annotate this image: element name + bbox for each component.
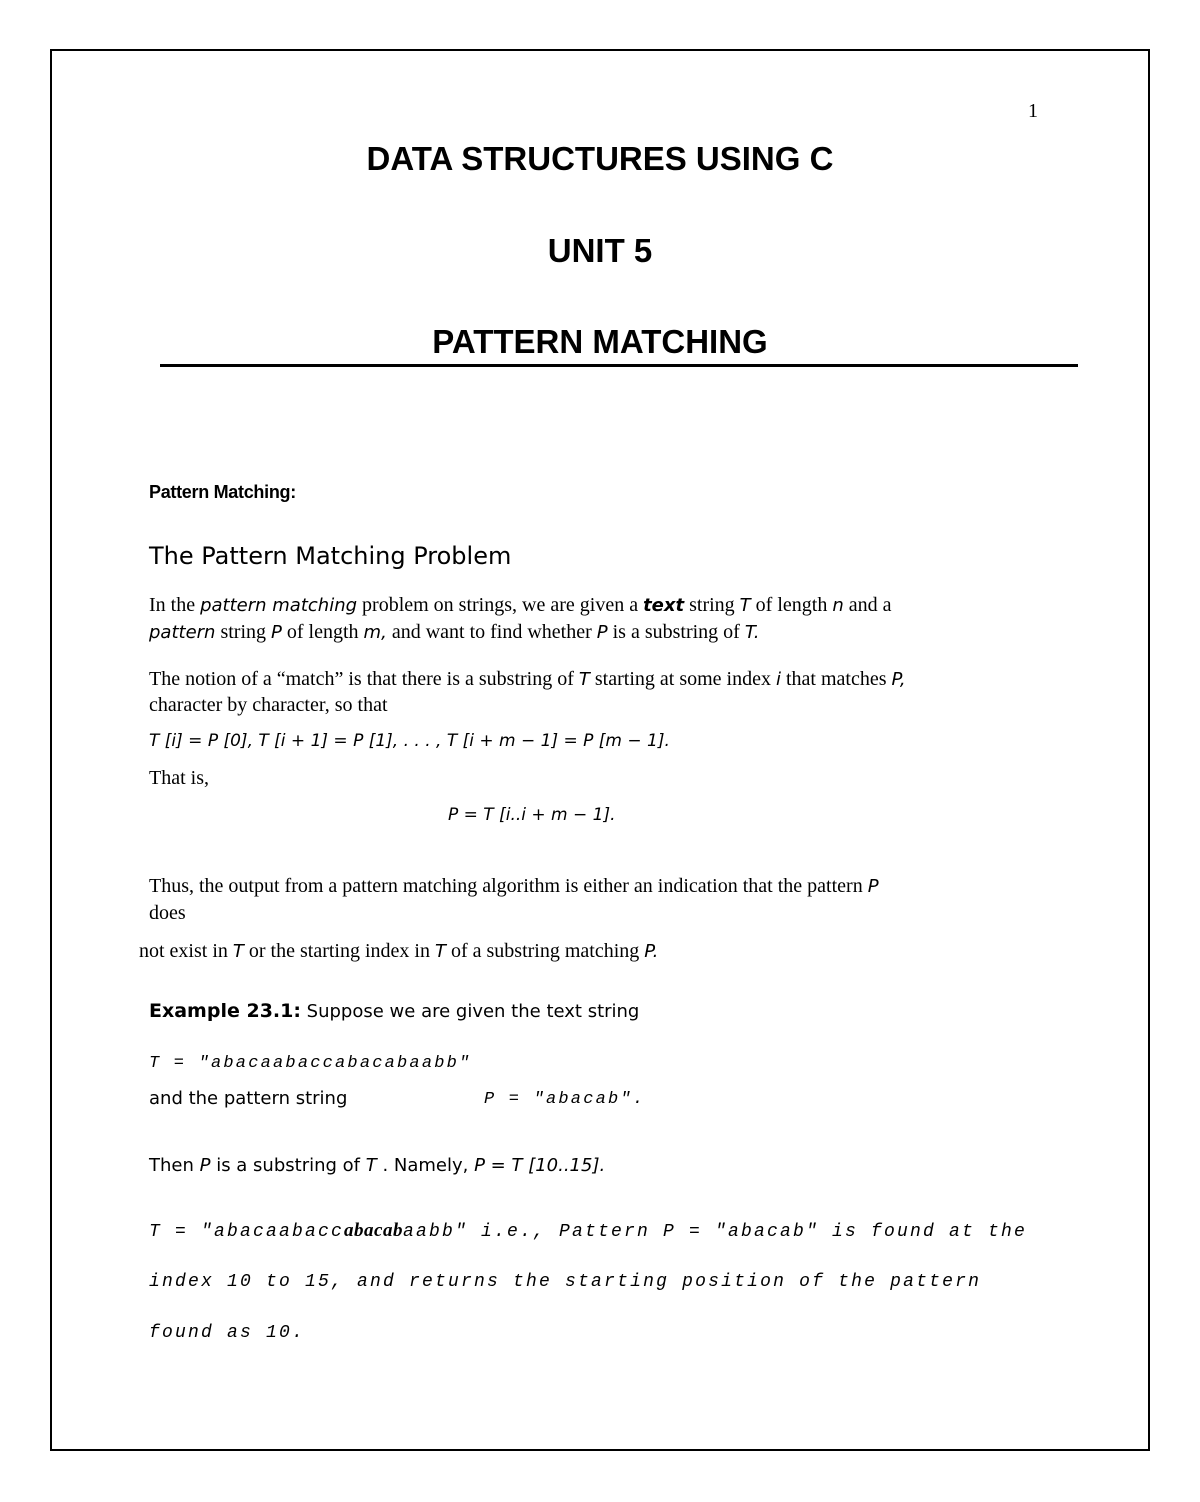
example-text-string: T = "abacaabaccabacabaabb"	[149, 1054, 472, 1073]
section-label: Pattern Matching:	[149, 482, 296, 502]
unit-title: UNIT 5	[547, 232, 653, 269]
para2-line2: character by character, so that	[149, 694, 388, 716]
para3-line2: does	[149, 902, 186, 924]
result-line3: found as 10.	[149, 1323, 306, 1343]
match-formula: T [i] = P [0], T [i + 1] = P [1], . . . , T [i + m − 1] = P [m − 1].	[149, 731, 670, 751]
pattern-label: and the pattern string	[149, 1088, 348, 1109]
para3-line1: Thus, the output from a pattern matching algorithm is either an indication that the pattern P	[149, 875, 879, 897]
that-is-label: That is,	[149, 767, 209, 789]
substring-formula: P = T [i..i + m − 1].	[448, 805, 616, 825]
para3-line3: not exist in T or the starting index in T of a substring matching P.	[139, 940, 659, 962]
para2-line1: The notion of a “match” is that there is a substring of T starting at some index i that matches P,	[149, 668, 906, 690]
topic-title: PATTERN MATCHING	[432, 323, 768, 360]
example-intro: Example 23.1: Suppose we are given the text string	[149, 1000, 640, 1022]
result-line2: index 10 to 15, and returns the starting position of the pattern	[149, 1272, 982, 1292]
para1-line1: In the pattern matching problem on strings, we are given a text string T of length n and a	[149, 594, 892, 616]
pattern-value: P = "abacab".	[484, 1090, 646, 1109]
section-heading: The Pattern Matching Problem	[149, 542, 512, 570]
matched-substring: abacab	[344, 1220, 403, 1241]
example-label: Example 23.1:	[149, 1000, 301, 1022]
para1-line2: pattern string P of length m, and want to find whether P is a substring of T.	[149, 621, 760, 643]
then-line: Then P is a substring of T . Namely, P = T [10..15].	[149, 1155, 606, 1176]
page-number: 1	[1028, 100, 1038, 122]
course-title: DATA STRUCTURES USING C	[366, 140, 834, 177]
result-line1: T = "abacaabaccabacabaabb" i.e., Pattern P = "abacab" is found at the	[149, 1220, 1028, 1242]
title-underline	[160, 364, 1078, 367]
